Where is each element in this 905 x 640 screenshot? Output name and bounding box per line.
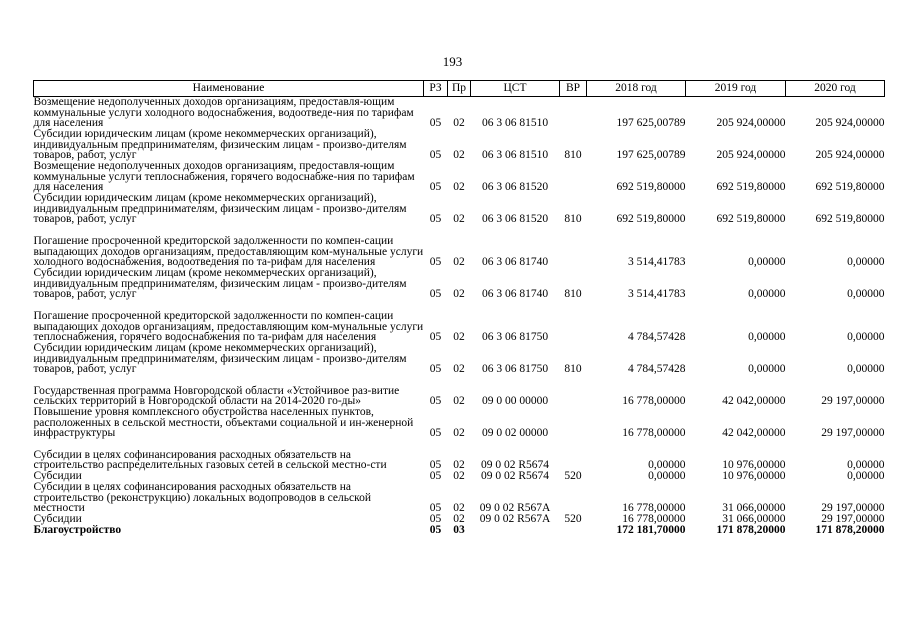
row-2019: 171 878,20000 — [716, 524, 786, 537]
row-2018: 16 778,00000 — [622, 395, 686, 408]
row-2018: 692 519,80000 — [616, 213, 686, 226]
row-pr: 02 — [453, 181, 465, 194]
row-cst: 09 0 02 00000 — [481, 427, 549, 440]
row-rz: 05 — [429, 427, 442, 440]
row-name: Субсидии юридическим лицам (кроме некоммерческих организаций), индивидуальным предпринимателям, физическим лицам - произво-дителям товаров, работ, услуг — [33, 192, 407, 226]
row-rz: 05 — [429, 524, 442, 537]
row-cst: 09 0 02 R567A — [479, 513, 551, 526]
row-rz: 05 — [429, 459, 442, 472]
row-name: Благоустройство — [33, 524, 122, 537]
row-rz: 05 — [429, 288, 442, 301]
row-rz: 05 — [429, 513, 442, 526]
row-cst — [471, 525, 560, 536]
table-row — [34, 129, 885, 161]
row-2018: 3 514,41783 — [628, 256, 686, 269]
table-row-total — [34, 525, 885, 536]
row-2019: 42 042,00000 — [722, 395, 786, 408]
row-2019: 10 976,00000 — [722, 470, 786, 483]
row-name: Возмещение недополученных доходов организациям, предоставля-ющим коммунальные услуги теплоснабжения, горячего водоснабже-ния по тарифам для населения — [33, 160, 415, 194]
row-rz: 05 — [429, 363, 442, 376]
row-pr: 02 — [453, 427, 465, 440]
row-2020: 29 197,00000 — [821, 513, 885, 526]
row-2019: 692 519,80000 — [716, 181, 786, 194]
row-pr: 02 — [453, 149, 465, 162]
row-vr: 810 — [564, 213, 582, 226]
row-2018: 16 778,00000 — [622, 427, 686, 440]
row-2020: 0,00000 — [847, 470, 885, 483]
row-vr — [560, 225, 587, 268]
row-name: Субсидии — [33, 513, 82, 526]
table-row — [34, 343, 885, 375]
row-2020: 692 519,80000 — [815, 181, 885, 194]
row-name: Субсидии в целях софинансирования расходных обязательств на строительство распределительных газовых сетей в сельской местно-сти — [33, 448, 387, 472]
row-2018: 197 625,00789 — [616, 149, 686, 162]
header-2020: 2020 год — [786, 81, 885, 97]
row-2020: 29 197,00000 — [821, 395, 885, 408]
row-2019: 692 519,80000 — [716, 213, 786, 226]
row-2018: 16 778,00000 — [622, 513, 686, 526]
table-row — [34, 439, 885, 471]
row-2018: 0,00000 — [648, 470, 686, 483]
row-vr: 810 — [564, 363, 582, 376]
row-cst: 06 3 06 81740 — [481, 256, 549, 269]
row-name: Повышение уровня комплексного обустройства населенных пунктов, расположенных в сельской местности, объектами социальной и ин-женерной инфраструктуры — [33, 406, 414, 440]
row-2019: 31 066,00000 — [722, 502, 786, 515]
row-2018: 692 519,80000 — [616, 181, 686, 194]
row-pr: 02 — [453, 363, 465, 376]
table-row — [34, 514, 885, 525]
row-pr: 02 — [453, 256, 465, 269]
row-vr: 520 — [564, 470, 582, 483]
header-pr: Пр — [448, 81, 471, 97]
row-name: Субсидии юридическим лицам (кроме некоммерческих организаций), индивидуальным предпринимателям, физическим лицам - произво-дителям товаров, работ, услуг — [33, 267, 407, 301]
row-2020: 0,00000 — [847, 363, 885, 376]
header-cst: ЦСТ — [471, 81, 560, 97]
row-2020: 205 924,00000 — [815, 149, 885, 162]
row-rz: 05 — [429, 181, 442, 194]
row-2020: 0,00000 — [847, 256, 885, 269]
row-cst: 09 0 00 00000 — [481, 395, 549, 408]
table-row — [34, 161, 885, 193]
row-2018: 197 625,00789 — [616, 117, 686, 130]
row-vr — [560, 300, 587, 343]
row-2020: 0,00000 — [847, 331, 885, 344]
table-row — [34, 97, 885, 130]
row-2019: 0,00000 — [748, 363, 786, 376]
row-rz: 05 — [429, 395, 442, 408]
row-name: Субсидии в целях софинансирования расходных обязательств на строительство (реконструкцию) локальных водопроводов в сельской местности — [33, 481, 371, 515]
row-cst: 09 0 02 R5674 — [480, 470, 550, 483]
row-name: Субсидии — [33, 470, 82, 483]
row-cst: 06 3 06 81520 — [481, 213, 549, 226]
table-row — [34, 375, 885, 407]
row-2018: 4 784,57428 — [628, 363, 686, 376]
row-name: Государственная программа Новгородской области «Устойчивое раз-витие сельских территорий в Новгородской области на 2014-2020 го-ды» — [33, 384, 400, 408]
row-name: Возмещение недополученных доходов организациям, предоставля-ющим коммунальные услуги холодного водоснабжения, водоотведе-ния по тарифам для населения — [33, 96, 414, 130]
row-vr: 520 — [564, 513, 582, 526]
budget-table — [33, 80, 885, 536]
row-cst: 06 3 06 81510 — [481, 149, 549, 162]
row-cst: 06 3 06 81510 — [481, 117, 549, 130]
table-row — [34, 407, 885, 439]
row-2020: 29 197,00000 — [821, 502, 885, 515]
header-2019: 2019 год — [686, 81, 786, 97]
row-vr — [560, 407, 587, 439]
row-2019: 0,00000 — [748, 331, 786, 344]
row-2019: 31 066,00000 — [722, 513, 786, 526]
row-2020: 205 924,00000 — [815, 117, 885, 130]
row-name: Субсидии юридическим лицам (кроме некоммерческих организаций), индивидуальным предпринимателям, физическим лицам - произво-дителям товаров, работ, услуг — [33, 342, 407, 376]
row-2018: 3 514,41783 — [628, 288, 686, 301]
row-cst: 06 3 06 81750 — [481, 331, 549, 344]
row-2019: 205 924,00000 — [716, 149, 786, 162]
row-2020: 692 519,80000 — [815, 213, 885, 226]
row-cst: 09 0 02 R567A — [479, 502, 551, 515]
row-2018: 0,00000 — [648, 459, 686, 472]
table-row — [34, 193, 885, 225]
row-2018: 16 778,00000 — [622, 502, 686, 515]
row-pr: 02 — [453, 459, 465, 472]
row-vr — [560, 525, 587, 536]
row-pr: 02 — [453, 502, 465, 515]
row-vr — [560, 439, 587, 471]
row-2019: 42 042,00000 — [722, 427, 786, 440]
table-row — [34, 225, 885, 268]
row-cst: 06 3 06 81740 — [481, 288, 549, 301]
row-name: Погашение просроченной кредиторской задолженности по компен-сации выпадающих доходов организациям, предоставляющим ком-мунальные услуги холодного водоснабжения, водоотведения по та-рифам для населения — [33, 235, 424, 269]
row-rz: 05 — [429, 256, 442, 269]
row-2020: 171 878,20000 — [815, 524, 885, 537]
row-2018: 4 784,57428 — [628, 331, 686, 344]
row-rz: 05 — [429, 213, 442, 226]
header-name: Наименование — [34, 81, 424, 97]
row-rz: 05 — [429, 149, 442, 162]
row-pr: 02 — [453, 470, 465, 483]
row-pr: 02 — [453, 288, 465, 301]
row-2019: 0,00000 — [748, 256, 786, 269]
row-pr: 02 — [453, 117, 465, 130]
page-number: 193 — [442, 54, 463, 69]
header-2018: 2018 год — [587, 81, 686, 97]
table-row — [34, 300, 885, 343]
row-pr: 02 — [453, 395, 465, 408]
row-2019: 10 976,00000 — [722, 459, 786, 472]
row-rz: 05 — [429, 470, 442, 483]
row-2020: 0,00000 — [847, 459, 885, 472]
row-pr: 02 — [453, 331, 465, 344]
row-2020: 29 197,00000 — [821, 427, 885, 440]
header-vr: ВР — [560, 81, 587, 97]
row-vr — [560, 161, 587, 193]
row-cst: 06 3 06 81750 — [481, 363, 549, 376]
row-name: Субсидии юридическим лицам (кроме некоммерческих организаций), индивидуальным предпринимателям, физическим лицам - произво-дителям товаров, работ, услуг — [33, 128, 407, 162]
row-rz: 05 — [429, 331, 442, 344]
row-pr: 02 — [453, 213, 465, 226]
row-vr: 810 — [564, 288, 582, 301]
table-header-row — [34, 81, 885, 97]
row-2019: 0,00000 — [748, 288, 786, 301]
row-rz: 05 — [429, 502, 442, 515]
row-2018: 172 181,70000 — [616, 524, 686, 537]
header-rz: РЗ — [424, 81, 448, 97]
row-vr — [560, 375, 587, 407]
row-name: Погашение просроченной кредиторской задолженности по компен-сации выпадающих доходов организациям, предоставляющим ком-мунальные услуги теплоснабжения, горячего водоснабжения по та-рифам для населения — [33, 310, 424, 344]
row-2020: 0,00000 — [847, 288, 885, 301]
row-pr: 02 — [453, 513, 465, 526]
row-vr — [560, 97, 587, 130]
row-2019: 205 924,00000 — [716, 117, 786, 130]
row-cst: 06 3 06 81520 — [481, 181, 549, 194]
row-vr — [560, 482, 587, 514]
row-pr: 03 — [453, 524, 465, 537]
table-row — [34, 268, 885, 300]
row-rz: 05 — [429, 117, 442, 130]
row-cst: 09 0 02 R5674 — [480, 459, 550, 472]
row-vr: 810 — [564, 149, 582, 162]
table-row — [34, 482, 885, 514]
